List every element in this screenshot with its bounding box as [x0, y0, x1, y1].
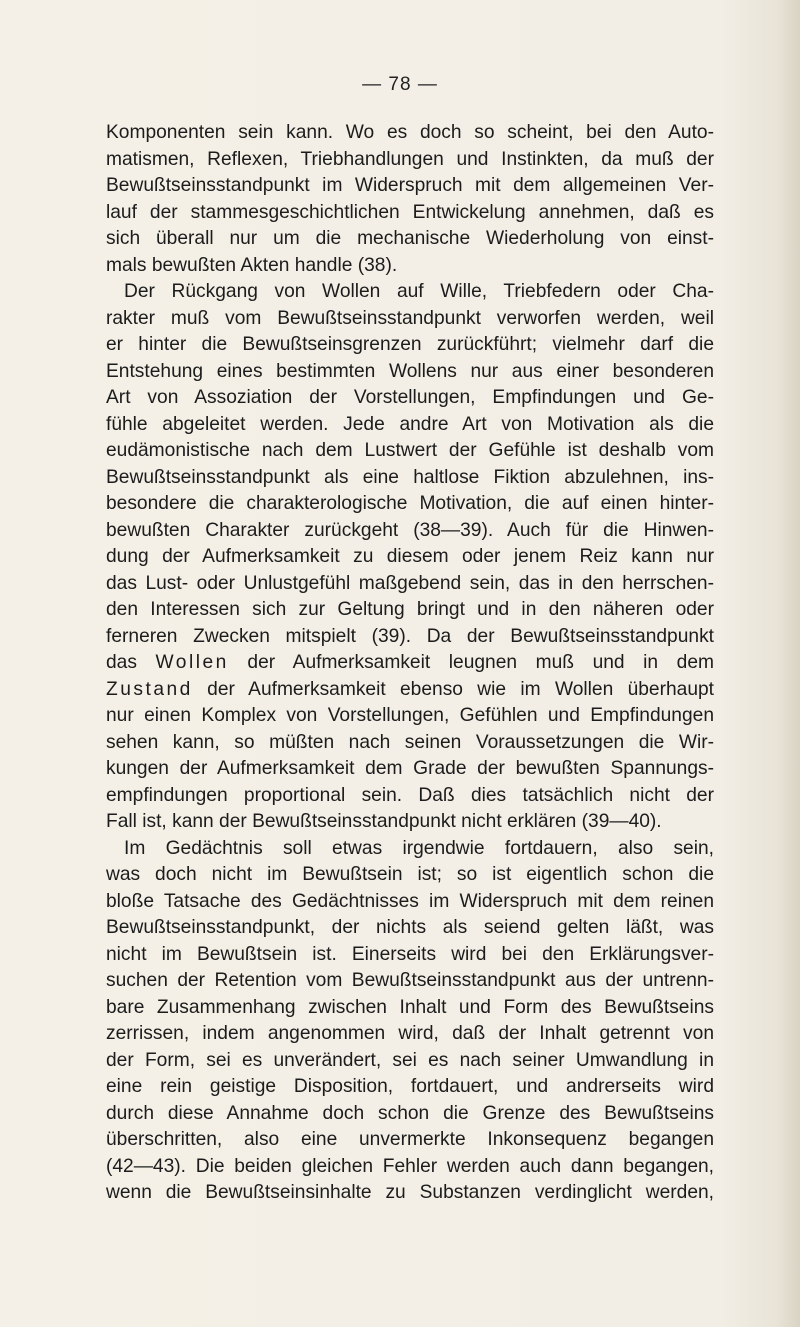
text-line: bloße Tatsache des Gedächtnisses im Widerspruch mit dem reinen: [106, 890, 714, 912]
text-line: durch diese Annahme doch schon die Grenze des Bewußtseins: [106, 1102, 714, 1124]
text-line: Bewußtseinsstandpunkt als eine haltlose Fiktion abzulehnen, ins-: [106, 466, 714, 488]
text-line: mals bewußten Akten handle (38).: [106, 254, 398, 276]
text-line: wenn die Bewußtseinsinhalte zu Substanzen verdinglicht werden,: [106, 1182, 714, 1203]
spaced-emphasis: Zustand: [106, 678, 193, 700]
text-line: was doch nicht im Bewußtsein ist; so ist eigentlich schon die: [106, 864, 714, 885]
text-line: Komponenten sein kann. Wo es doch so scheint, bei den Auto-: [106, 122, 714, 143]
text-line: (42—43). Die beiden gleichen Fehler werden auch dann begangen,: [106, 1155, 714, 1177]
text-segment: das: [106, 652, 156, 673]
text-segment: der Aufmerksamkeit leugnen muß und in dem: [228, 652, 714, 673]
page-number: — 78 —: [362, 74, 438, 95]
text-line: lauf der stammesgeschichtlichen Entwickelung annehmen, daß es: [106, 201, 714, 223]
text-line: Bewußtseinsstandpunkt im Widerspruch mit dem allgemeinen Ver-: [106, 175, 714, 196]
text-line: Der Rückgang von Wollen auf Wille, Triebfedern oder Cha-: [124, 281, 714, 302]
text-line: nicht im Bewußtsein ist. Einerseits wird bei den Erklärungsver-: [106, 943, 714, 965]
text-line: Fall ist, kann der Bewußtseinsstandpunkt nicht erklären (39—40).: [106, 811, 662, 832]
text-line: kungen der Aufmerksamkeit dem Grade der bewußten Spannungs-: [106, 758, 714, 779]
text-line: eine rein geistige Disposition, fortdauert, und andrerseits wird: [106, 1076, 714, 1097]
text-line: [106, 650, 714, 677]
text-line: matismen, Reflexen, Triebhandlungen und Instinkten, da muß der: [106, 148, 714, 170]
text-line: bewußten Charakter zurückgeht (38—39). Auch für die Hinwen-: [106, 519, 714, 541]
text-line: Art von Assoziation der Vorstellungen, Empfindungen und Ge-: [106, 387, 714, 408]
text-line: den Interessen sich zur Geltung bringt und in den näheren oder: [106, 599, 714, 620]
text-line: [106, 677, 714, 704]
text-line: empfindungen proportional sein. Daß dies tatsächlich nicht der: [106, 784, 714, 806]
text-line: Im Gedächtnis soll etwas irgendwie fortdauern, also sein,: [124, 837, 714, 859]
text-line: eudämonistische nach dem Lustwert der Gefühle ist deshalb vom: [106, 440, 714, 461]
text-line: der Form, sei es unverändert, sei es nach seiner Umwandlung in: [106, 1049, 714, 1071]
text-line: nur einen Komplex von Vorstellungen, Gefühlen und Empfindungen: [106, 705, 714, 726]
spaced-emphasis: Wollen: [155, 652, 229, 673]
text-line: rakter muß vom Bewußtseinsstandpunkt verworfen werden, weil: [106, 307, 714, 329]
text-line: zerrissen, indem angenommen wird, daß der Inhalt getrennt von: [106, 1023, 714, 1044]
text-line: Bewußtseinsstandpunkt, der nichts als seiend gelten läßt, was: [106, 917, 714, 938]
text-segment: der Aufmerksamkeit ebenso wie im Wollen überhaupt: [192, 678, 714, 700]
text-line: sehen kann, so müßten nach seinen Voraussetzungen die Wir-: [106, 731, 714, 753]
text-line: das Lust- oder Unlustgefühl maßgebend sein, das in den herrschen-: [106, 572, 714, 594]
text-line: besondere die charakterologische Motivation, die auf einen hinter-: [106, 493, 714, 514]
text-line: Entstehung eines bestimmten Wollens nur aus einer besonderen: [106, 360, 714, 382]
text-line: suchen der Retention vom Bewußtseinsstandpunkt aus der untrenn-: [106, 970, 714, 991]
text-line: ferneren Zwecken mitspielt (39). Da der Bewußtseinsstandpunkt: [106, 625, 714, 647]
text-line: er hinter die Bewußtseinsgrenzen zurückführt; vielmehr darf die: [106, 334, 714, 355]
text-line: dung der Aufmerksamkeit zu diesem oder jenem Reiz kann nur: [106, 546, 714, 567]
body-text: [106, 120, 714, 1207]
text-line: fühle abgeleitet werden. Jede andre Art von Motivation als die: [106, 413, 714, 435]
text-line: bare Zusammenhang zwischen Inhalt und Form des Bewußtseins: [106, 996, 714, 1018]
text-line: sich überall nur um die mechanische Wiederholung von einst-: [106, 228, 714, 249]
text-line: überschritten, also eine unvermerkte Inkonsequenz begangen: [106, 1129, 714, 1150]
